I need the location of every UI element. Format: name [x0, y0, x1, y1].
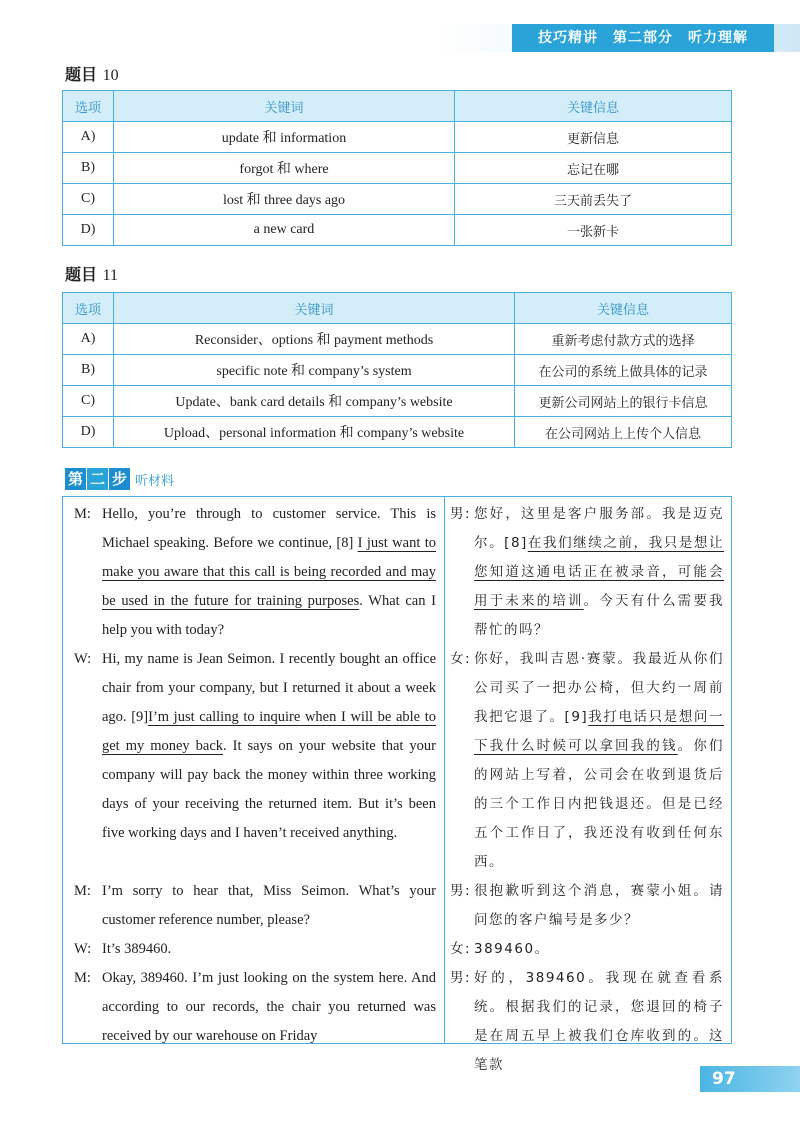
- table-row: [63, 417, 732, 448]
- info-cell: 三天前丢失了: [455, 184, 732, 215]
- q10-title-number: 10: [102, 67, 119, 84]
- table-row: [63, 215, 732, 246]
- dialogue-text: Okay, 389460. I’m just looking on the system here. And according to our records, the chair you returned was received by our warehouse on Friday: [102, 970, 436, 1044]
- dialogue-line-zh: [450, 645, 724, 877]
- dialogue-text: 389460。: [474, 941, 550, 957]
- option-cell: B): [63, 153, 114, 184]
- key-sentence: I’m just calling to inquire when I will be able to get my money back: [102, 709, 437, 754]
- dialogue-text: . It says on your website that your company will pay back the money within three working days of your receiving the returned item. But it’s been five working days and I haven’t received anything.: [102, 738, 436, 841]
- step-two-label: [65, 468, 174, 490]
- speaker-label: W:: [74, 941, 92, 957]
- q11-table: [62, 292, 732, 448]
- col-header-option: 选项: [63, 293, 114, 324]
- speaker-label: M:: [74, 506, 91, 522]
- dialogue-text: 。你们的网站上写着，公司会在收到退货后的三个工作日内把钱退还。但是已经五个工作日了，我还没有收到任何东西。: [474, 738, 725, 870]
- table-header-row: [63, 91, 732, 122]
- q11-title: [65, 262, 118, 285]
- q11-title-number: 11: [102, 267, 118, 284]
- dialogue-text: It’s 389460.: [102, 941, 172, 957]
- speaker-label: M:: [74, 883, 91, 899]
- col-header-keyword: 关键词: [114, 293, 515, 324]
- keyword-cell: update 和 information: [114, 122, 455, 153]
- info-cell: 更新信息: [455, 122, 732, 153]
- option-cell: A): [63, 122, 114, 153]
- option-cell: C): [63, 184, 114, 215]
- table-row: [63, 355, 732, 386]
- info-cell: 忘记在哪: [455, 153, 732, 184]
- col-header-info: 关键信息: [515, 293, 732, 324]
- keyword-cell: Reconsider、options 和 payment methods: [114, 324, 515, 355]
- key-sentence: 在我们继续之前，我只是想让您知道这通电话正在被录音，可能会用于未来的培训: [474, 535, 725, 609]
- step-box-first: 第: [65, 468, 86, 490]
- key-sentence: 我打电话只是想问一下我什么时候可以拿回我的钱: [474, 709, 725, 754]
- dialogue-line-en: [74, 877, 436, 935]
- info-cell: 一张新卡: [455, 215, 732, 246]
- dialogue-text: Hi, my name is Jean Seimon. I recently bought an office chair from your company, but I returned it about a week ago. [9]: [102, 651, 436, 725]
- column-divider: [444, 496, 445, 1044]
- step-box-third: 步: [109, 468, 130, 490]
- col-header-option: 选项: [63, 91, 114, 122]
- dialogue-line-en: [74, 964, 436, 1051]
- table-header-row: [63, 293, 732, 324]
- speaker-label: M:: [74, 970, 91, 986]
- speaker-label: 女:: [450, 651, 472, 667]
- speaker-label: 男:: [450, 883, 472, 899]
- key-sentence: I just want to make you aware that this call is being recorded and may be used in the future for training purposes: [102, 535, 436, 609]
- dialogue-text: I’m sorry to hear that, Miss Seimon. What’s your customer reference number, please?: [102, 883, 436, 928]
- option-cell: B): [63, 355, 114, 386]
- q11-title-label: 题目: [65, 265, 98, 284]
- keyword-cell: Upload、personal information 和 company’s website: [114, 417, 515, 448]
- keyword-cell: Update、bank card details 和 company’s website: [114, 386, 515, 417]
- step-text: 听材料: [135, 473, 175, 489]
- table-row: [63, 386, 732, 417]
- dialogue-text: 好的，389460。我现在就查看系统。根据我们的记录，您退回的椅子是在周五早上被我们仓库收到的。这笔款: [474, 970, 724, 1073]
- english-transcript: [74, 500, 436, 1051]
- q10-title-label: 题目: [65, 65, 98, 84]
- keyword-cell: forgot 和 where: [114, 153, 455, 184]
- speaker-label: 男:: [450, 506, 472, 522]
- option-cell: D): [63, 215, 114, 246]
- speaker-label: W:: [74, 651, 92, 667]
- dialogue-text: Hello, you’re through to customer service. This is Michael speaking. Before we continue, [8]: [102, 506, 436, 551]
- keyword-cell: a new card: [114, 215, 455, 246]
- q10-title: [65, 62, 119, 85]
- table-row: [63, 184, 732, 215]
- table-row: [63, 153, 732, 184]
- dialogue-line-zh: [450, 935, 724, 964]
- info-cell: 在公司的系统上做具体的记录: [515, 355, 732, 386]
- table-row: [63, 324, 732, 355]
- chinese-transcript: [450, 500, 724, 1080]
- info-cell: 重新考虑付款方式的选择: [515, 324, 732, 355]
- dialogue-line-en: [74, 500, 436, 645]
- dialogue-line-zh: [450, 500, 724, 645]
- col-header-keyword: 关键词: [114, 91, 455, 122]
- dialogue-text: 你好，我叫吉恩·赛蒙。我最近从你们公司买了一把办公椅，但大约一周前我把它退了。[9]: [474, 651, 724, 725]
- step-box-second: 二: [87, 468, 108, 490]
- option-cell: A): [63, 324, 114, 355]
- dialogue-line-en: [74, 935, 436, 964]
- keyword-cell: lost 和 three days ago: [114, 184, 455, 215]
- option-cell: D): [63, 417, 114, 448]
- info-cell: 在公司网站上上传个人信息: [515, 417, 732, 448]
- col-header-info: 关键信息: [455, 91, 732, 122]
- dialogue-text: 。今天有什么需要我帮忙的吗？: [474, 593, 725, 638]
- q10-table: [62, 90, 732, 246]
- dialogue-text: 您好，这里是客户服务部。我是迈克尔。[8]: [474, 506, 724, 551]
- page-number: 97: [700, 1066, 800, 1092]
- option-cell: C): [63, 386, 114, 417]
- chapter-header: 技巧精讲 第二部分 听力理解: [512, 24, 774, 52]
- keyword-cell: specific note 和 company’s system: [114, 355, 515, 386]
- info-cell: 更新公司网站上的银行卡信息: [515, 386, 732, 417]
- dialogue-text: . What can I help you with today?: [102, 593, 437, 638]
- dialogue-line-en: [74, 645, 436, 877]
- speaker-label: 女:: [450, 941, 472, 957]
- table-row: [63, 122, 732, 153]
- dialogue-line-zh: [450, 877, 724, 935]
- dialogue-line-zh: [450, 964, 724, 1080]
- dialogue-text: 很抱歉听到这个消息，赛蒙小姐。请问您的客户编号是多少？: [474, 883, 724, 928]
- speaker-label: 男:: [450, 970, 472, 986]
